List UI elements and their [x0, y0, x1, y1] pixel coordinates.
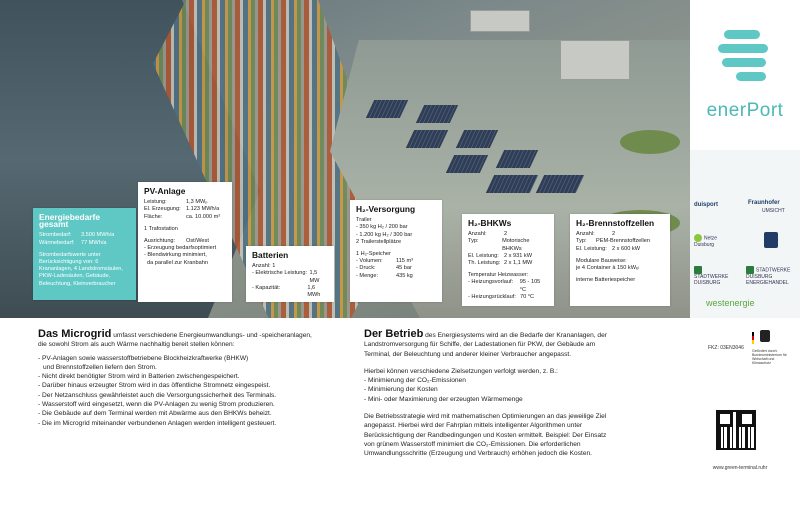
storage-row: - Druck: 45 bar [356, 265, 412, 272]
energy-demand-row: Wärmebedarf: 77 MWh/a [39, 239, 107, 246]
chp-row: Typ: Motorische BHKWs [468, 238, 530, 252]
trailer-places: 2 Trailerstellplätze [356, 238, 402, 245]
batteries-box [246, 246, 334, 302]
fc-modular: Modulare Bauweise: [576, 257, 627, 264]
batteries-count: Anzahl: 1 [252, 263, 276, 270]
h2-supply-title: H₂-Versorgung [356, 204, 416, 214]
h2-chp-box [462, 214, 554, 306]
energy-demand-box [33, 208, 136, 300]
microgrid-column [38, 330, 318, 428]
partner-logos [690, 150, 800, 318]
list-item: - PV-Anlagen sowie wasserstoffbetriebene Blockheizkraftwerke (BHKW) [38, 354, 249, 362]
h2-supply-box [350, 200, 442, 302]
funding-code: FKZ: 03EN3046 [708, 345, 744, 351]
enerport-logo-icon [718, 30, 768, 88]
list-item: - Der Netzanschluss gewährleistet auch die Versorgungssicherheit des Terminals. [38, 391, 277, 399]
pv-bullet: - Blendwirkung minimiert, [144, 252, 207, 259]
goals-intro: Hierbei können verschiedene Zielsetzungen verfolgt werden, z. B.: [364, 367, 558, 375]
pv-row: Leistung: 1,3 MWₚ [144, 199, 208, 206]
operation-lead: Der Betrieb des Energiesystems wird an die Bedarfe der Krananlagen, der Landstromversorgung für Schiffe, der Ladestationen für PKW, der Gebäude am Terminal, der Beleuchtung und anderer kleiner Verbraucher angepasst. [364, 328, 607, 358]
h2-chp-title: H₂-BHKWs [468, 218, 512, 228]
list-item: - Die im Microgrid miteinander verbundenen Anlagen werden intelligent gesteuert. [38, 419, 277, 427]
storage-row: - Menge: 435 kg [356, 272, 413, 279]
bottom-text-area [0, 318, 690, 518]
chp-row: Th. Leistung: 2 x 1,1 MW [468, 260, 533, 267]
fc-modular-value: je 4 Container à 150 kWₑₗ [576, 265, 640, 272]
eagle-icon [760, 330, 770, 342]
list-item: - Minimierung der CO₂-Emissionen [364, 377, 466, 385]
fc-internal: interne Batteriespeicher [576, 277, 636, 284]
pv-bullet: - Erzeugung bedarfsoptimiert [144, 245, 217, 252]
pv-row: El. Erzeugung: 1.123 MWh/a [144, 206, 220, 213]
fc-row: El. Leistung: 2 x 600 kW [576, 245, 640, 252]
fc-row: Typ: PEM-Brennstoffzellen [576, 238, 650, 245]
list-item: und Brennstoffzellen liefern den Strom. [43, 363, 157, 371]
website-url[interactable]: www.green-terminal.ruhr [712, 465, 768, 471]
operation-column [364, 330, 614, 459]
microgrid-list [38, 354, 318, 428]
solar-panel [536, 175, 584, 193]
solar-panel [486, 175, 538, 193]
microgrid-lead: Das Microgrid umfasst verschiedene Energieumwandlungs- und -speicheranlagen, die sowohl Strom als auch Wärme nachhaltig bereit stellen können: [38, 328, 312, 349]
batteries-title: Batterien [252, 250, 289, 260]
warehouse-building [470, 10, 530, 32]
fraunhofer-sub: UMSICHT [762, 208, 785, 214]
temp-row: - Heizungsrücklauf: 70 °C [468, 293, 535, 300]
storage-row: - Volumen: 115 m³ [356, 258, 413, 265]
ministry-logo [752, 330, 792, 366]
pv-trafo: 1 Trafostation [144, 225, 178, 232]
storage-label: 1 H₂-Speicher [356, 251, 391, 258]
netze-duisburg-logo: Netze Duisburg [694, 235, 718, 248]
list-item: - Die Gebäude auf dem Terminal werden mit Abwärme aus den BHKWs beheizt. [38, 410, 272, 418]
energy-demand-row: Strombedarf: 3.500 MWh/a [39, 232, 115, 239]
pv-row: Fläche: ca. 10.000 m² [144, 213, 221, 220]
energy-demand-note: Strombedarfswerte unter Berücksichtigung von: 6 Krananlagen, 4 Landstromsäulen, PKW-Ladesäulen, Gebäude, Beleuchtung, Kleinverbraucher [39, 251, 123, 287]
goals-list [364, 376, 614, 404]
list-item: - Darüber hinaus erzeugter Strom wird in das öffentliche Stromnetz eingespeist. [38, 382, 271, 390]
pv-title: PV-Anlage [144, 186, 186, 196]
pv-alignment: Ausrichtung: Ost/West [144, 238, 209, 245]
list-item: - Nicht direkt benötigter Strom wird in Batterien zwischengespeichert. [38, 373, 240, 381]
duisport-logo: duisport [694, 202, 718, 208]
brand-name: enerPort [706, 100, 784, 121]
trees [620, 130, 680, 154]
batteries-row: - Kapazität: 1,6 MWh [252, 284, 321, 299]
pv-bullet: da parallel zur Kranbahn [147, 259, 208, 266]
qr-code[interactable] [716, 410, 756, 450]
ministry-text: Gefördert durch: Bundesministerium für Wirtschaft und Klimaschutz [752, 349, 787, 365]
fc-row: Anzahl: 2 [576, 231, 616, 238]
westenergie-logo: westenergie [706, 298, 755, 308]
h2-fuelcell-title: H₂-Brennstoffzellen [576, 218, 655, 228]
right-panel [690, 0, 800, 518]
pv-box [138, 182, 232, 302]
list-item: - Minimierung der Kosten [364, 386, 438, 394]
stadtwerke-duisburg-logo: STADTWERKE DUISBURG [694, 266, 738, 286]
trailer-line: - 1.200 kg H₂ / 300 bar [356, 231, 413, 238]
crest-logo-icon [764, 232, 778, 248]
batteries-row: - Elektrische Leistung: 1,5 MW [252, 270, 320, 284]
temp-row: - Heizungsvorlauf: 95 - 105 °C [468, 279, 541, 293]
list-item: - Mini- oder Maximierung der erzeugten Wärmemenge [364, 395, 523, 403]
temp-label: Temperatur Heizwasser: [468, 272, 529, 279]
stadtwerke-icon [746, 266, 754, 274]
energy-demand-title: Energiebedarfe gesamt [39, 212, 100, 230]
trailer-line: - 350 kg H₂ / 200 bar [356, 224, 408, 231]
stadtwerke-energie-logo: STADTWERKE DUISBURG ENERGIEHANDEL [746, 267, 791, 286]
stadtwerke-icon [694, 266, 702, 274]
logo-block [690, 0, 800, 150]
warehouse-building [560, 40, 630, 80]
chp-row: El. Leistung: 2 x 931 kW [468, 252, 532, 259]
netze-icon [694, 234, 702, 242]
flag-icon [752, 332, 754, 344]
chp-row: Anzahl: 2 [468, 231, 508, 238]
list-item: - Wasserstoff wird eingesetzt, wenn die PV-Anlagen zu wenig Strom produzieren. [38, 401, 275, 409]
operation-heading: Der Betrieb [364, 328, 424, 340]
h2-fuelcell-box [570, 214, 670, 306]
fraunhofer-logo: Fraunhofer [748, 200, 780, 206]
microgrid-heading: Das Microgrid [38, 328, 112, 340]
trailer-label: Trailer [356, 217, 372, 224]
operation-closing: Die Betriebsstrategie wird mit mathematischen Optimierungen an das jeweilige Ziel angepasst. Hierbei wird der Fahrplan mittels intelligenter Algorithmen unter Berücksichtigung der Randbedingungen und Kosten ermittelt. Beispiel: Der Einsatz von grünem Wasserstoff minimiert die CO₂-Emissionen. Die erforderlichen Umwandlungsschritte (Erzeugung und Verbrauch) erhöhen jedoch die Kosten. [364, 413, 607, 458]
